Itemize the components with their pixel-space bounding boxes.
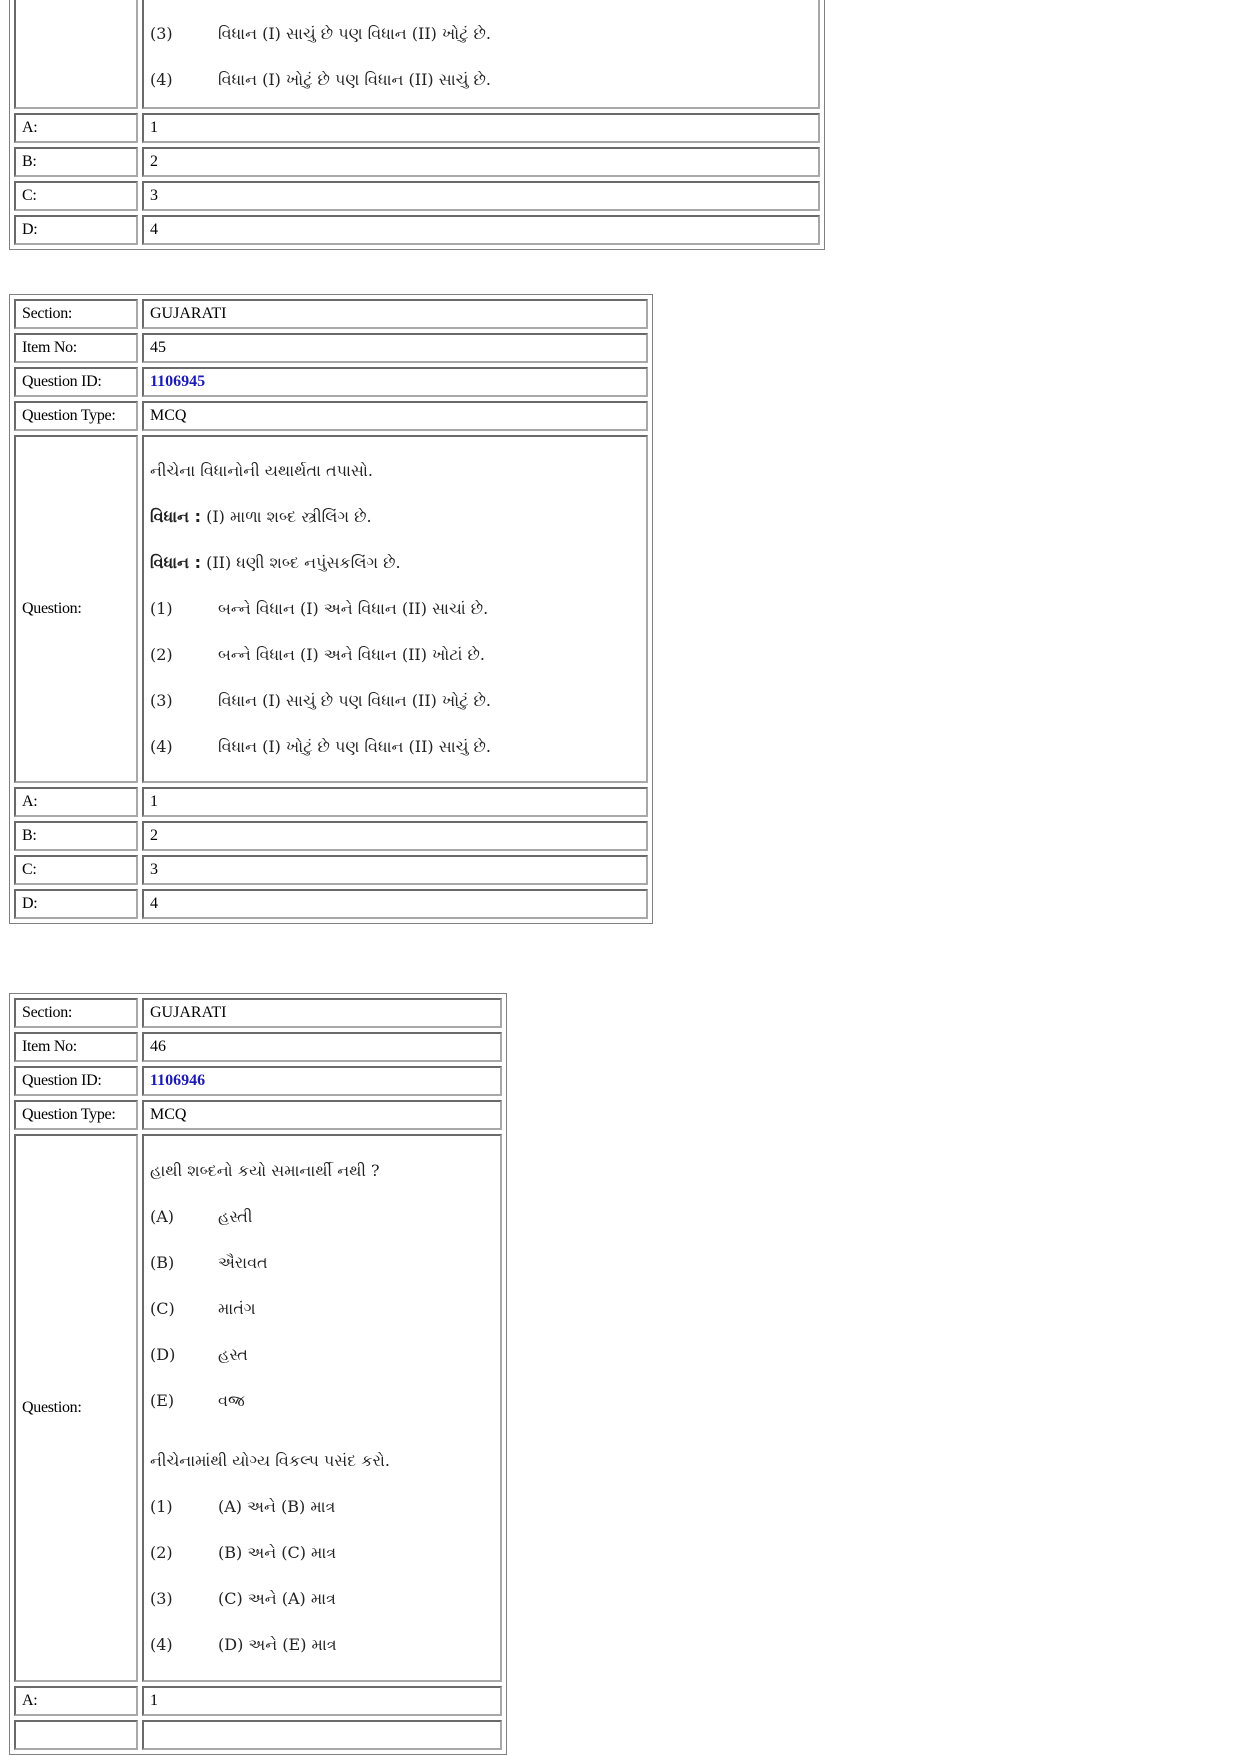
- option-line: [150, 11, 812, 57]
- answer-c-label: C:: [14, 855, 138, 885]
- section-label: Section:: [14, 299, 138, 329]
- choice-line: [150, 1378, 494, 1424]
- choice-text: વજ્ર: [218, 1391, 246, 1410]
- option-line: [150, 1530, 494, 1576]
- question-content: [142, 1134, 502, 1682]
- statement-2: [150, 540, 640, 586]
- question-type-label: Question Type:: [14, 401, 138, 431]
- question-type-label: Question Type:: [14, 1100, 138, 1130]
- question-label: Question:: [14, 1134, 138, 1682]
- answer-c-value: 3: [142, 181, 820, 211]
- statement-text: (I) માળા શબ્દ સ્ત્રીલિંગ છે.: [206, 507, 372, 526]
- answer-a-value: 1: [142, 113, 820, 143]
- option-number: (4): [150, 1635, 173, 1654]
- question-table-45: [9, 294, 653, 924]
- choice-text: માતંગ: [218, 1299, 256, 1318]
- answer-a-label: A:: [14, 1686, 138, 1716]
- option-text: વિધાન (I) ખોટું છે પણ વિધાન (II) સાચું છે.: [218, 737, 491, 756]
- question-id-label: Question ID:: [14, 1066, 138, 1096]
- choice-letter: (D): [150, 1345, 176, 1364]
- option-line: [150, 1622, 494, 1668]
- answer-b-label: B:: [14, 147, 138, 177]
- option-number: (2): [150, 1543, 173, 1562]
- question-id-label: Question ID:: [14, 367, 138, 397]
- choice-line: [150, 1286, 494, 1332]
- option-line: [150, 57, 812, 103]
- choice-text: ઐરાવત: [218, 1253, 268, 1272]
- choice-line: [150, 1332, 494, 1378]
- question-instruction: નીચેનામાંથી યોગ્ય વિકલ્પ પસંદ કરો.: [150, 1451, 390, 1470]
- statement-label: વિધાન :: [150, 507, 201, 526]
- option-number: (1): [150, 1497, 173, 1516]
- choice-text: હસ્ત: [218, 1345, 248, 1364]
- option-text: વિધાન (I) ખોટું છે પણ વિધાન (II) સાચું છે.: [218, 70, 491, 89]
- option-line: [150, 1484, 494, 1530]
- statement-1: [150, 494, 640, 540]
- question-label-cell: [14, 0, 138, 109]
- option-number: (4): [150, 737, 173, 756]
- option-text: (D) અને (E) માત્ર: [218, 1635, 337, 1654]
- section-value: GUJARATI: [142, 998, 502, 1028]
- choice-letter: (B): [150, 1253, 175, 1272]
- question-id-value: 1106946: [142, 1066, 502, 1096]
- item-no-value: 45: [142, 333, 648, 363]
- answer-b-value: 2: [142, 821, 648, 851]
- question-type-value: MCQ: [142, 401, 648, 431]
- choice-letter: (E): [150, 1391, 175, 1410]
- option-text: (A) અને (B) માત્ર: [218, 1497, 336, 1516]
- answer-b-value: 2: [142, 147, 820, 177]
- section-value: GUJARATI: [142, 299, 648, 329]
- option-number: (2): [150, 645, 173, 664]
- option-number: (3): [150, 1589, 173, 1608]
- spacer: [150, 1424, 494, 1438]
- item-no-value: 46: [142, 1032, 502, 1062]
- option-number: (1): [150, 599, 173, 618]
- item-no-label: Item No:: [14, 333, 138, 363]
- option-line: [150, 724, 640, 770]
- option-text: (B) અને (C) માત્ર: [218, 1543, 337, 1562]
- answer-c-label: C:: [14, 181, 138, 211]
- option-text: વિધાન (I) સાચું છે પણ વિધાન (II) ખોટું છે.: [218, 691, 491, 710]
- answer-a-label: A:: [14, 787, 138, 817]
- choice-letter: (C): [150, 1299, 175, 1318]
- option-number: (3): [150, 691, 173, 710]
- statement-text: (II) ધણી શબ્દ નપુંસકલિંગ છે.: [206, 553, 401, 572]
- choice-line: [150, 1194, 494, 1240]
- choice-letter: (A): [150, 1207, 175, 1226]
- item-no-label: Item No:: [14, 1032, 138, 1062]
- answer-b-value: [142, 1720, 502, 1750]
- option-text: વિધાન (I) સાચું છે પણ વિધાન (II) ખોટું છે.: [218, 24, 491, 43]
- question-id-value: 1106945: [142, 367, 648, 397]
- answer-a-value: 1: [142, 787, 648, 817]
- answer-d-value: 4: [142, 889, 648, 919]
- answer-c-value: 3: [142, 855, 648, 885]
- question-intro: નીચેના વિધાનોની યથાર્થતા તપાસો.: [150, 461, 373, 480]
- answer-a-value: 1: [142, 1686, 502, 1716]
- option-number: (3): [150, 24, 173, 43]
- answer-b-label: B:: [14, 821, 138, 851]
- option-line: [150, 678, 640, 724]
- choice-text: હસ્તી: [218, 1207, 253, 1226]
- choice-line: [150, 1240, 494, 1286]
- answer-d-label: D:: [14, 215, 138, 245]
- option-line: [150, 632, 640, 678]
- section-label: Section:: [14, 998, 138, 1028]
- answer-b-label: [14, 1720, 138, 1750]
- option-text: બન્ને વિધાન (I) અને વિધાન (II) સાચાં છે.: [218, 599, 489, 618]
- statement-label: વિધાન :: [150, 553, 201, 572]
- option-line: [150, 1576, 494, 1622]
- option-text: (C) અને (A) માત્ર: [218, 1589, 336, 1608]
- question-content: [142, 435, 648, 783]
- question-table-fragment: [9, 0, 825, 250]
- question-content: [142, 0, 820, 109]
- option-number: (4): [150, 70, 173, 89]
- question-table-46: [9, 993, 507, 1755]
- option-line: [150, 586, 640, 632]
- option-text: બન્ને વિધાન (I) અને વિધાન (II) ખોટાં છે.: [218, 645, 486, 664]
- answer-a-label: A:: [14, 113, 138, 143]
- question-type-value: MCQ: [142, 1100, 502, 1130]
- question-intro: હાથી શબ્દનો કયો સમાનાર્થી નથી ?: [150, 1161, 380, 1180]
- answer-d-value: 4: [142, 215, 820, 245]
- question-label: Question:: [14, 435, 138, 783]
- answer-d-label: D:: [14, 889, 138, 919]
